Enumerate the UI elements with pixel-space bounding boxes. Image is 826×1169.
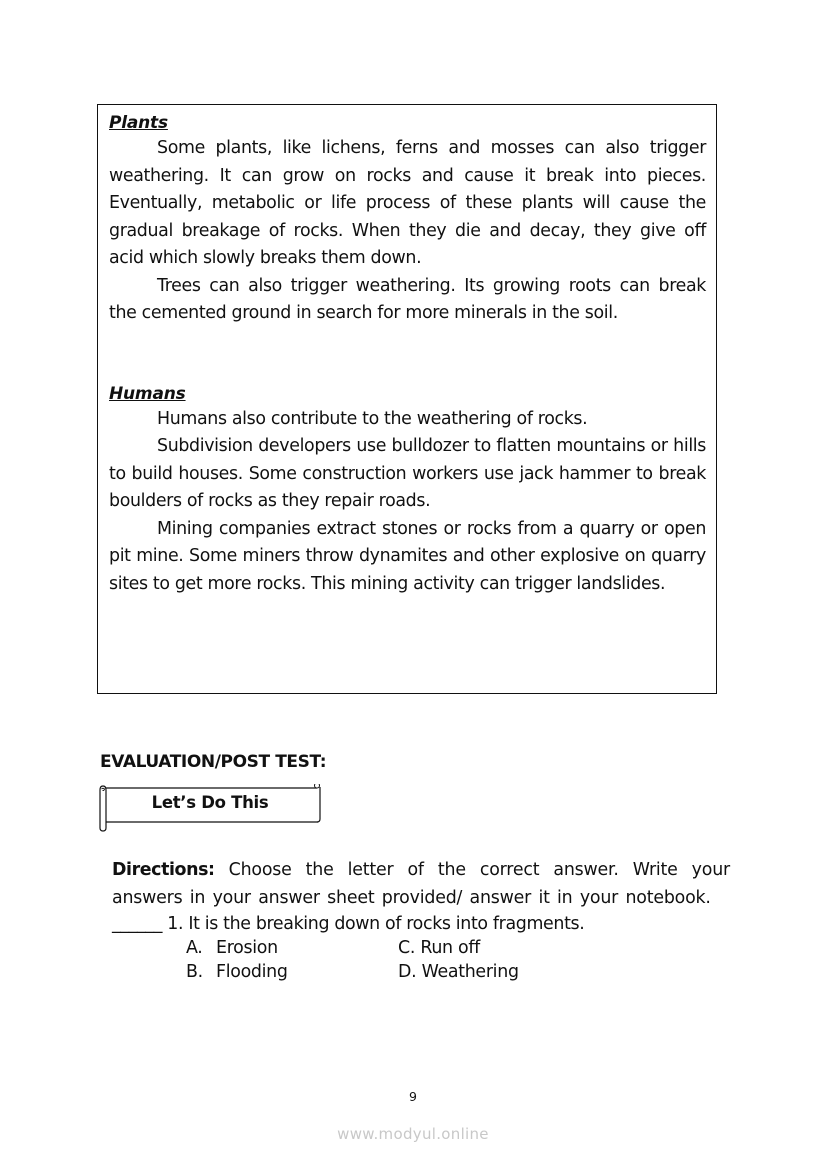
plants-heading: Plants <box>109 113 168 133</box>
directions-label: Directions: <box>112 860 215 880</box>
humans-paragraph-1: Humans also contribute to the weathering of rocks. <box>157 408 588 429</box>
banner-label: Let’s Do This <box>151 793 269 812</box>
reading-box <box>97 104 717 694</box>
choice-text: Weathering <box>421 962 519 982</box>
lets-do-this-banner <box>97 784 323 832</box>
choice-a <box>186 936 398 960</box>
choice-letter: D. <box>398 962 417 982</box>
post-test-section <box>112 857 730 984</box>
humans-paragraph-3: Mining companies extract stones or rocks from a quarry or open pit mine. Some miners throw dynamites and other explosive on quarry sites to get more rocks. This mining activity can trigger landslides. <box>109 518 706 594</box>
page-number: 9 <box>409 1089 417 1104</box>
question-1-choices <box>186 936 730 984</box>
humans-paragraph-2: Subdivision developers use bulldozer to flatten mountains or hills to build houses. Some construction workers use jack hammer to break boulders of rocks as they repair roads. <box>109 436 706 511</box>
humans-heading: Humans <box>109 383 186 404</box>
choice-text: Flooding <box>216 962 288 982</box>
plants-paragraph-1: Some plants, like lichens, ferns and mosses can also trigger weathering. It can grow on rocks and cause it break into pieces. Eventually, metabolic or life process of these plants will cause the gradual breakage of rocks. When they die and decay, they give off acid which slowly breaks them down. <box>109 138 706 268</box>
directions-text: Choose the letter of the correct answer. Write your answers in your answer sheet provided/ answer it in your notebook. <box>112 860 730 908</box>
choice-text: Erosion <box>216 938 278 958</box>
plants-paragraph-2: Trees can also trigger weathering. Its growing roots can break the cemented ground in search for more minerals in the soil. <box>109 275 706 323</box>
choice-d <box>398 960 598 984</box>
answer-blank[interactable]: ______ <box>112 914 163 934</box>
directions <box>112 857 730 912</box>
choice-letter: A. <box>186 938 203 958</box>
question-text: It is the breaking down of rocks into fragments. <box>188 914 585 934</box>
question-1 <box>112 912 730 936</box>
choice-letter: C. <box>398 938 416 958</box>
choice-letter: B. <box>186 962 203 982</box>
watermark: www.modyul.online <box>337 1125 489 1143</box>
choice-text: Run off <box>420 938 480 958</box>
section-spacer <box>109 328 706 382</box>
question-number: 1. <box>167 914 184 934</box>
evaluation-title: EVALUATION/POST TEST: <box>100 752 327 772</box>
choice-b <box>186 960 398 984</box>
choice-c <box>398 936 598 960</box>
